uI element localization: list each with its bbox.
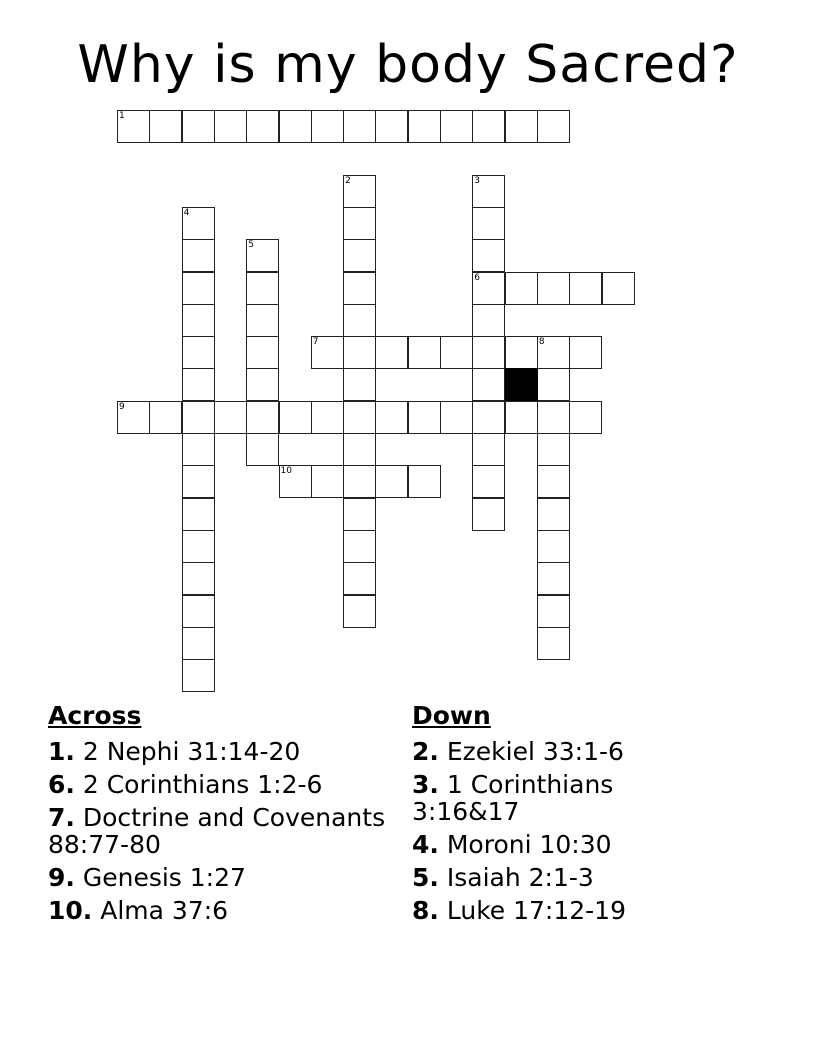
grid-cell[interactable] [117, 110, 150, 143]
grid-cell[interactable] [602, 272, 635, 305]
grid-cell[interactable] [375, 465, 408, 498]
grid-cell[interactable] [440, 336, 473, 369]
page-title: Why is my body Sacred? [77, 35, 739, 95]
grid-cell[interactable] [537, 401, 570, 434]
grid-cell[interactable] [311, 336, 344, 369]
grid-cell[interactable] [279, 401, 312, 434]
grid-cell[interactable] [343, 433, 376, 466]
clue-down-2 [412, 738, 712, 765]
grid-cell[interactable] [343, 336, 376, 369]
clue-number: 1. [48, 737, 75, 766]
grid-cell[interactable] [182, 530, 215, 563]
grid-cell[interactable] [343, 595, 376, 628]
grid-cell[interactable] [343, 530, 376, 563]
grid-cell[interactable] [182, 304, 215, 337]
grid-cell[interactable] [472, 368, 505, 401]
grid-cell[interactable] [311, 110, 344, 143]
down-heading: Down [412, 701, 491, 730]
grid-cell[interactable] [408, 110, 441, 143]
grid-cell[interactable] [343, 401, 376, 434]
grid-cell[interactable] [149, 401, 182, 434]
grid-cell[interactable] [537, 465, 570, 498]
grid-cell[interactable] [311, 465, 344, 498]
clue-number: 2. [412, 737, 439, 766]
grid-cell[interactable] [472, 175, 505, 208]
grid-cell[interactable] [182, 627, 215, 660]
grid-cell[interactable] [408, 336, 441, 369]
grid-cell[interactable] [537, 498, 570, 531]
clue-down-4 [412, 831, 712, 858]
grid-cell[interactable] [472, 336, 505, 369]
grid-cell[interactable] [537, 627, 570, 660]
clue-down-8 [412, 897, 712, 924]
grid-cell[interactable] [375, 401, 408, 434]
grid-cell[interactable] [472, 304, 505, 337]
grid-cell[interactable] [246, 368, 279, 401]
grid-cell[interactable] [505, 401, 538, 434]
cell-number: 10 [280, 466, 292, 477]
grid-cell[interactable] [440, 110, 473, 143]
down-clues [412, 700, 712, 930]
grid-cell[interactable] [279, 465, 312, 498]
grid-cell[interactable] [472, 110, 505, 143]
across-clues [48, 700, 398, 930]
grid-cell[interactable] [472, 498, 505, 531]
clue-text: 1 Corinthians 3:16&17 [412, 770, 614, 826]
grid-cell[interactable] [537, 595, 570, 628]
grid-cell[interactable] [472, 401, 505, 434]
clue-across-9 [48, 864, 398, 891]
clue-across-6 [48, 771, 398, 798]
grid-cell[interactable] [246, 401, 279, 434]
grid-cell[interactable] [246, 433, 279, 466]
grid-cell[interactable] [472, 239, 505, 272]
grid-cell[interactable] [505, 272, 538, 305]
grid-cell[interactable] [214, 401, 247, 434]
grid-cell[interactable] [343, 272, 376, 305]
grid-cell[interactable] [182, 433, 215, 466]
black-square [505, 368, 538, 401]
clue-text: Genesis 1:27 [82, 863, 246, 892]
cell-number: 3 [474, 175, 481, 186]
grid-cell[interactable] [537, 110, 570, 143]
grid-cell[interactable] [343, 498, 376, 531]
cell-number: 2 [345, 175, 351, 186]
cell-number: 8 [538, 337, 545, 348]
grid-cell[interactable] [311, 401, 344, 434]
cell-number: 6 [474, 272, 481, 283]
grid-cell[interactable] [537, 336, 570, 369]
grid-cell[interactable] [375, 110, 408, 143]
grid-cell[interactable] [182, 465, 215, 498]
clue-number: 7. [48, 803, 75, 832]
grid-cell[interactable] [343, 110, 376, 143]
grid-cell[interactable] [182, 207, 215, 240]
grid-cell[interactable] [246, 304, 279, 337]
clue-text: Isaiah 2:1-3 [446, 863, 594, 892]
grid-cell[interactable] [343, 368, 376, 401]
grid-cell[interactable] [182, 368, 215, 401]
grid-cell[interactable] [537, 562, 570, 595]
grid-cell[interactable] [343, 562, 376, 595]
grid-cell[interactable] [182, 595, 215, 628]
clue-number: 3. [412, 770, 439, 799]
grid-cell[interactable] [408, 401, 441, 434]
grid-cell[interactable] [505, 110, 538, 143]
grid-cell[interactable] [343, 175, 376, 208]
grid-cell[interactable] [472, 465, 505, 498]
grid-cell[interactable] [246, 110, 279, 143]
clue-text: Alma 37:6 [100, 896, 229, 925]
clue-down-5 [412, 864, 712, 891]
clue-text: Moroni 10:30 [446, 830, 612, 859]
grid-cell[interactable] [182, 498, 215, 531]
clue-text: 2 Nephi 31:14-20 [82, 737, 301, 766]
clue-text: Doctrine and Covenants 88:77-80 [48, 803, 386, 859]
clue-number: 5. [412, 863, 439, 892]
cell-number: 1 [119, 111, 125, 121]
grid-cell[interactable] [246, 239, 279, 272]
clue-number: 8. [412, 896, 439, 925]
grid-cell[interactable] [182, 562, 215, 595]
grid-cell[interactable] [182, 110, 215, 143]
grid-cell[interactable] [472, 433, 505, 466]
grid-cell[interactable] [537, 368, 570, 401]
grid-cell[interactable] [182, 659, 215, 692]
grid-cell[interactable] [505, 336, 538, 369]
grid-cell[interactable] [214, 110, 247, 143]
grid-cell[interactable] [343, 239, 376, 272]
clue-across-1 [48, 738, 398, 765]
grid-cell[interactable] [182, 336, 215, 369]
clue-text: 2 Corinthians 1:2-6 [82, 770, 323, 799]
grid-cell[interactable] [569, 272, 602, 305]
grid-cell[interactable] [279, 110, 312, 143]
clue-number: 4. [412, 830, 439, 859]
grid-cell[interactable] [440, 401, 473, 434]
clue-number: 6. [48, 770, 75, 799]
grid-cell[interactable] [408, 465, 441, 498]
grid-cell[interactable] [246, 272, 279, 305]
grid-cell[interactable] [537, 272, 570, 305]
grid-cell[interactable] [569, 336, 602, 369]
clue-down-3 [412, 771, 712, 825]
clue-number: 9. [48, 863, 75, 892]
cell-number: 5 [248, 240, 254, 251]
cell-number: 4 [183, 207, 190, 218]
grid-cell[interactable] [537, 530, 570, 563]
cell-number: 7 [312, 337, 319, 348]
grid-cell[interactable] [343, 207, 376, 240]
grid-cell[interactable] [343, 304, 376, 337]
clue-across-10 [48, 897, 398, 924]
grid-cell[interactable] [182, 272, 215, 305]
grid-cell[interactable] [472, 272, 505, 305]
grid-cell[interactable] [117, 401, 150, 434]
clue-text: Luke 17:12-19 [446, 896, 626, 925]
grid-cell[interactable] [569, 401, 602, 434]
grid-cell[interactable] [472, 207, 505, 240]
clue-across-7 [48, 804, 398, 858]
cell-number: 9 [119, 401, 125, 412]
across-heading: Across [48, 701, 142, 730]
grid-cell[interactable] [182, 239, 215, 272]
clue-number: 10. [48, 896, 93, 925]
grid-cell[interactable] [343, 465, 376, 498]
grid-cell[interactable] [149, 110, 182, 143]
grid-cell[interactable] [537, 433, 570, 466]
grid-cell[interactable] [375, 336, 408, 369]
grid-cell[interactable] [246, 336, 279, 369]
clue-text: Ezekiel 33:1-6 [446, 737, 624, 766]
grid-cell[interactable] [182, 401, 215, 434]
